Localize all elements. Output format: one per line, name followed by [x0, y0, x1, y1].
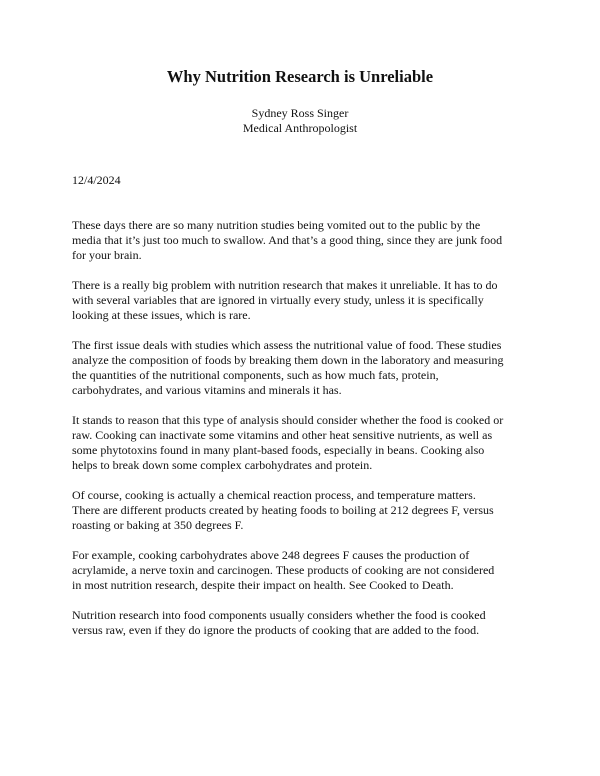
- text-line: There is a really big problem with nutrition research that makes it unreliable. It has to do: [72, 278, 498, 292]
- text-line: carbohydrates, and various vitamins and minerals it has.: [72, 383, 342, 397]
- text-line: The first issue deals with studies which assess the nutritional value of food. These studies: [72, 338, 502, 352]
- text-line: analyze the composition of foods by breaking them down in the laboratory and measuring: [72, 353, 504, 367]
- text-line: in most nutrition research, despite their impact on health. See Cooked to Death.: [72, 578, 454, 592]
- text-line: Of course, cooking is actually a chemical reaction process, and temperature matters.: [72, 488, 476, 502]
- text-line: for your brain.: [72, 248, 142, 262]
- text-line: the quantities of the nutritional components, such as how much fats, protein,: [72, 368, 439, 382]
- text-line: media that it’s just too much to swallow. And that’s a good thing, since they are junk food: [72, 233, 503, 247]
- document-body: [72, 218, 534, 653]
- paragraph: [72, 488, 534, 533]
- text-line: raw. Cooking can inactivate some vitamins and other heat sensitive nutrients, as well as: [72, 428, 493, 442]
- paragraph: [72, 278, 534, 323]
- author-title: Medical Anthropologist: [242, 121, 358, 135]
- paragraph: [72, 218, 534, 263]
- document-date: 12/4/2024: [72, 173, 121, 187]
- paragraph: [72, 338, 534, 398]
- text-line: There are different products created by heating foods to boiling at 212 degrees F, versus: [72, 503, 494, 517]
- text-line: acrylamide, a nerve toxin and carcinogen. These products of cooking are not considered: [72, 563, 495, 577]
- paragraph: [72, 548, 534, 593]
- text-line: looking at these issues, which is rare.: [72, 308, 251, 322]
- byline: [0, 106, 600, 136]
- text-line: roasting or baking at 350 degrees F.: [72, 518, 244, 532]
- text-line: Nutrition research into food components usually considers whether the food is cooked: [72, 608, 486, 622]
- text-line: versus raw, even if they do ignore the products of cooking that are added to the food.: [72, 623, 480, 637]
- text-line: For example, cooking carbohydrates above 248 degrees F causes the production of: [72, 548, 470, 562]
- paragraph: [72, 413, 534, 473]
- paragraph: [72, 608, 534, 638]
- text-line: helps to break down some complex carbohydrates and protein.: [72, 458, 373, 472]
- text-line: It stands to reason that this type of analysis should consider whether the food is cooked or: [72, 413, 504, 427]
- text-line: with several variables that are ignored in virtually every study, unless it is specifically: [72, 293, 484, 307]
- text-line: some phytotoxins found in many plant-based foods, especially in beans. Cooking also: [72, 443, 485, 457]
- author-name: Sydney Ross Singer: [251, 106, 349, 120]
- document-title: Why Nutrition Research is Unreliable: [166, 67, 434, 86]
- text-line: These days there are so many nutrition studies being vomited out to the public by the: [72, 218, 481, 232]
